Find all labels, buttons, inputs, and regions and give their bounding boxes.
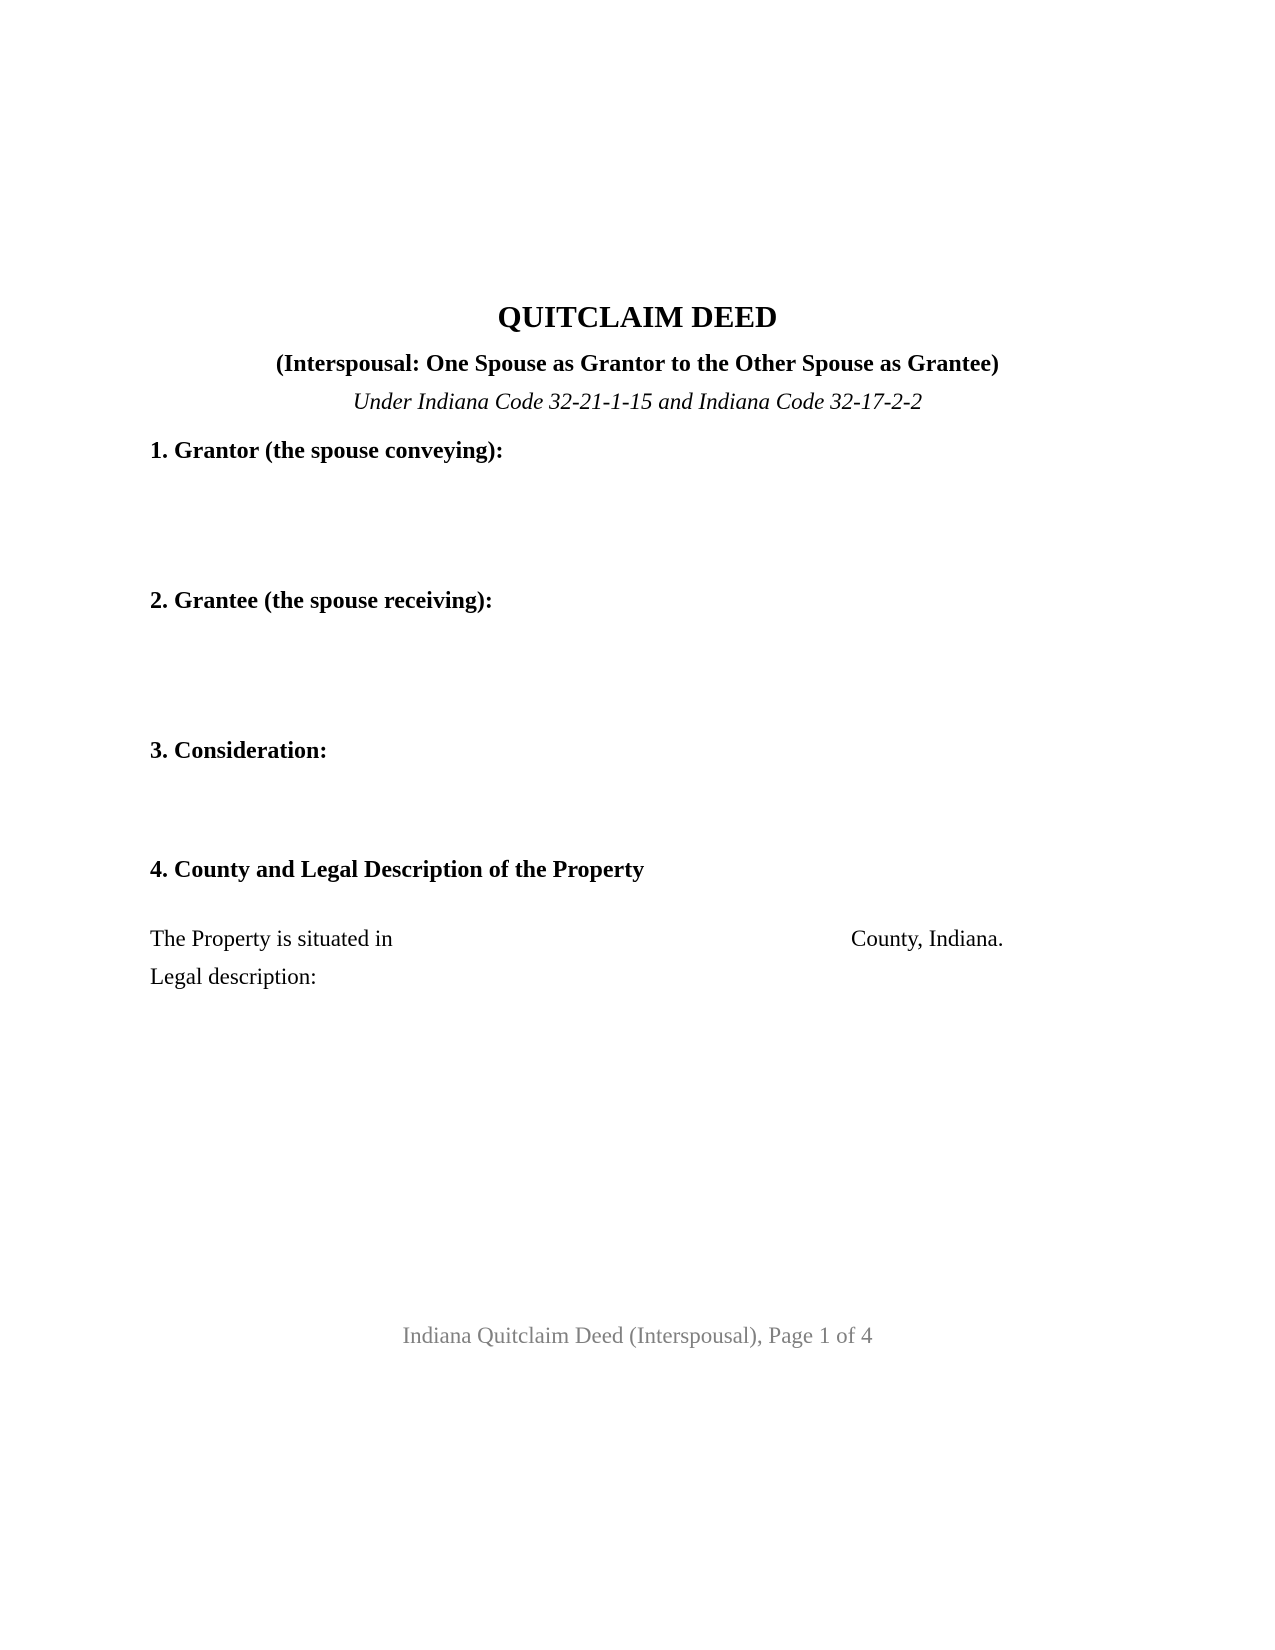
document-subtitle: (Interspousal: One Spouse as Grantor to the Other Spouse as Grantee) <box>275 351 1000 377</box>
property-situated-prefix: The Property is situated in <box>150 926 393 951</box>
statute-reference: Under Indiana Code 32-21-1-15 and Indiana Code 32-17-2-2 <box>352 389 923 414</box>
grantor-heading: 1. Grantor (the spouse conveying): <box>150 438 504 464</box>
page-footer: Indiana Quitclaim Deed (Interspousal), Page 1 of 4 <box>402 1323 873 1348</box>
consideration-heading: 3. Consideration: <box>150 738 328 764</box>
legal-description-label: Legal description: <box>150 964 317 989</box>
property-situated-suffix: County, Indiana. <box>851 926 1004 951</box>
document-title: QUITCLAIM DEED <box>497 299 778 334</box>
grantee-heading: 2. Grantee (the spouse receiving): <box>150 588 493 614</box>
property-heading: 4. County and Legal Description of the Property <box>150 857 645 883</box>
county-blank <box>420 952 848 953</box>
